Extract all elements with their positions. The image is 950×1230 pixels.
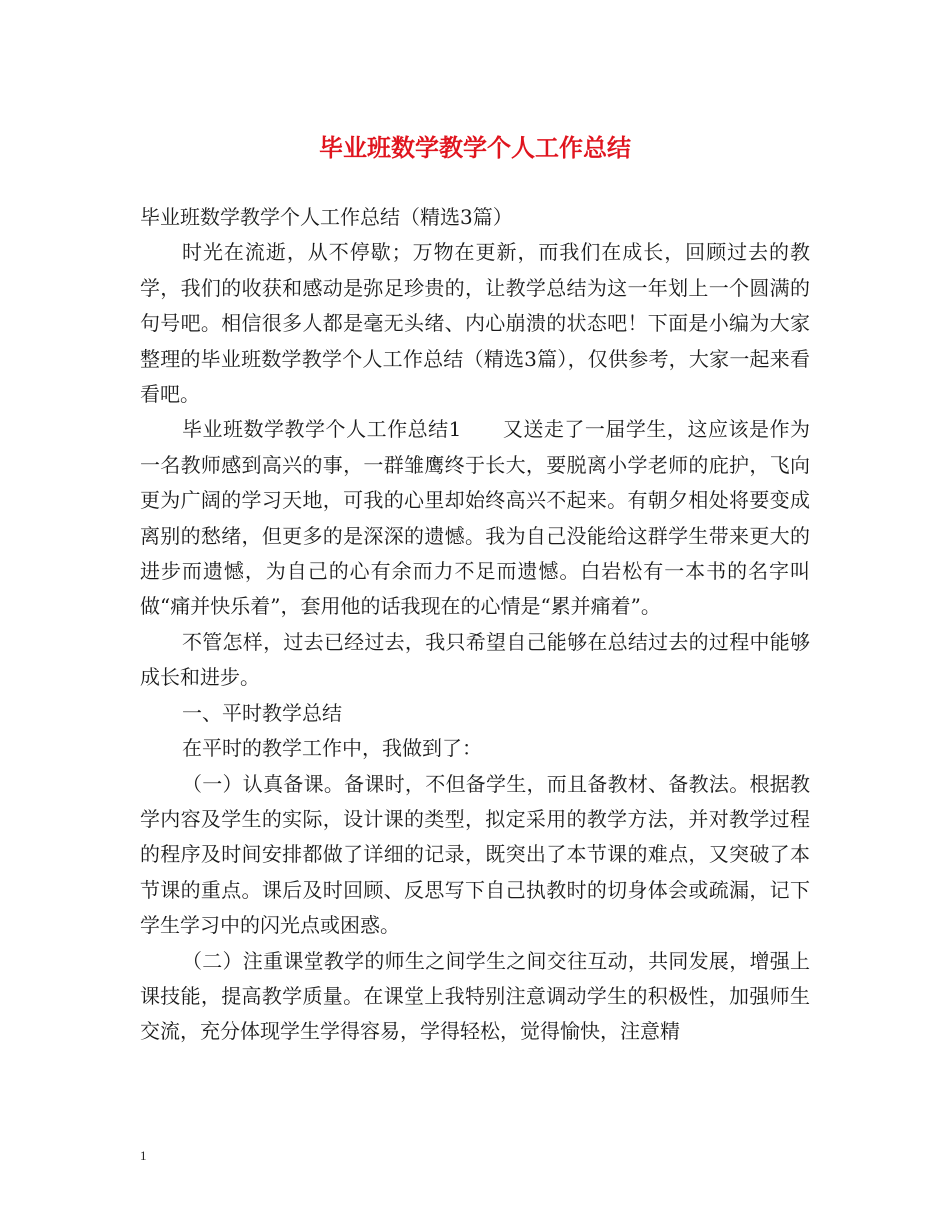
paragraph-lead-in: 在平时的教学工作中，我做到了： [182,736,482,761]
paragraph-summary-1: 毕业班数学教学个人工作总结1 又送走了一届学生，这应该是作为一名教师感到高兴的事，一群雏鹰终于长大，要脱离小学老师的庇护，飞向更为广阔的学习天地，可我的心里却始终高兴不起来。有朝夕相处将要变成离别的愁绪，但更多的是深深的遗憾。我为自己没能给这群学生带来更大的进步而遗憾，为自己的心有余而力不足而遗憾。白岩松有一本书的名字叫做“痛并快乐着”，套用他的话我现在的心情是“累并痛着”。 [140,417,810,619]
section-heading: 一、平时教学总结 [182,700,342,725]
page-number: 1 [140,1148,147,1163]
paragraph-item-1: （一）认真备课。备课时，不但备学生，而且备教材、备教法。根据教学内容及学生的实际，设计课的类型，拟定采用的教学方法，并对教学过程的程序及时间安排都做了详细的记录，既突出了本节课的难点，又突破了本节课的重点。课后及时回顾、反思写下自己执教时的切身体会或疏漏，记下学生学习中的闪光点或困惑。 [140,771,810,938]
paragraph-item-2: （二）注重课堂教学的师生之间学生之间交往互动，共同发展，增强上课技能，提高教学质量。在课堂上我特别注意调动学生的积极性，加强师生交流，充分体现学生学得容易，学得轻松，觉得愉快，注意精 [140,948,810,1044]
document-title: 毕业班数学教学个人工作总结 [319,133,631,162]
paragraph-intro: 时光在流逝，从不停歇；万物在更新，而我们在成长，回顾过去的教学，我们的收获和感动是弥足珍贵的，让教学总结为这一年划上一个圆满的句号吧。相信很多人都是毫无头绪、内心崩溃的状态吧！下面是小编为大家整理的毕业班数学教学个人工作总结（精选3篇），仅供参考，大家一起来看看吧。 [140,240,810,407]
paragraph-reflection: 不管怎样，过去已经过去，我只希望自己能够在总结过去的过程中能够成长和进步。 [140,629,810,690]
document-subtitle: 毕业班数学教学个人工作总结（精选3篇） [140,205,513,229]
document-body [140,200,810,1050]
